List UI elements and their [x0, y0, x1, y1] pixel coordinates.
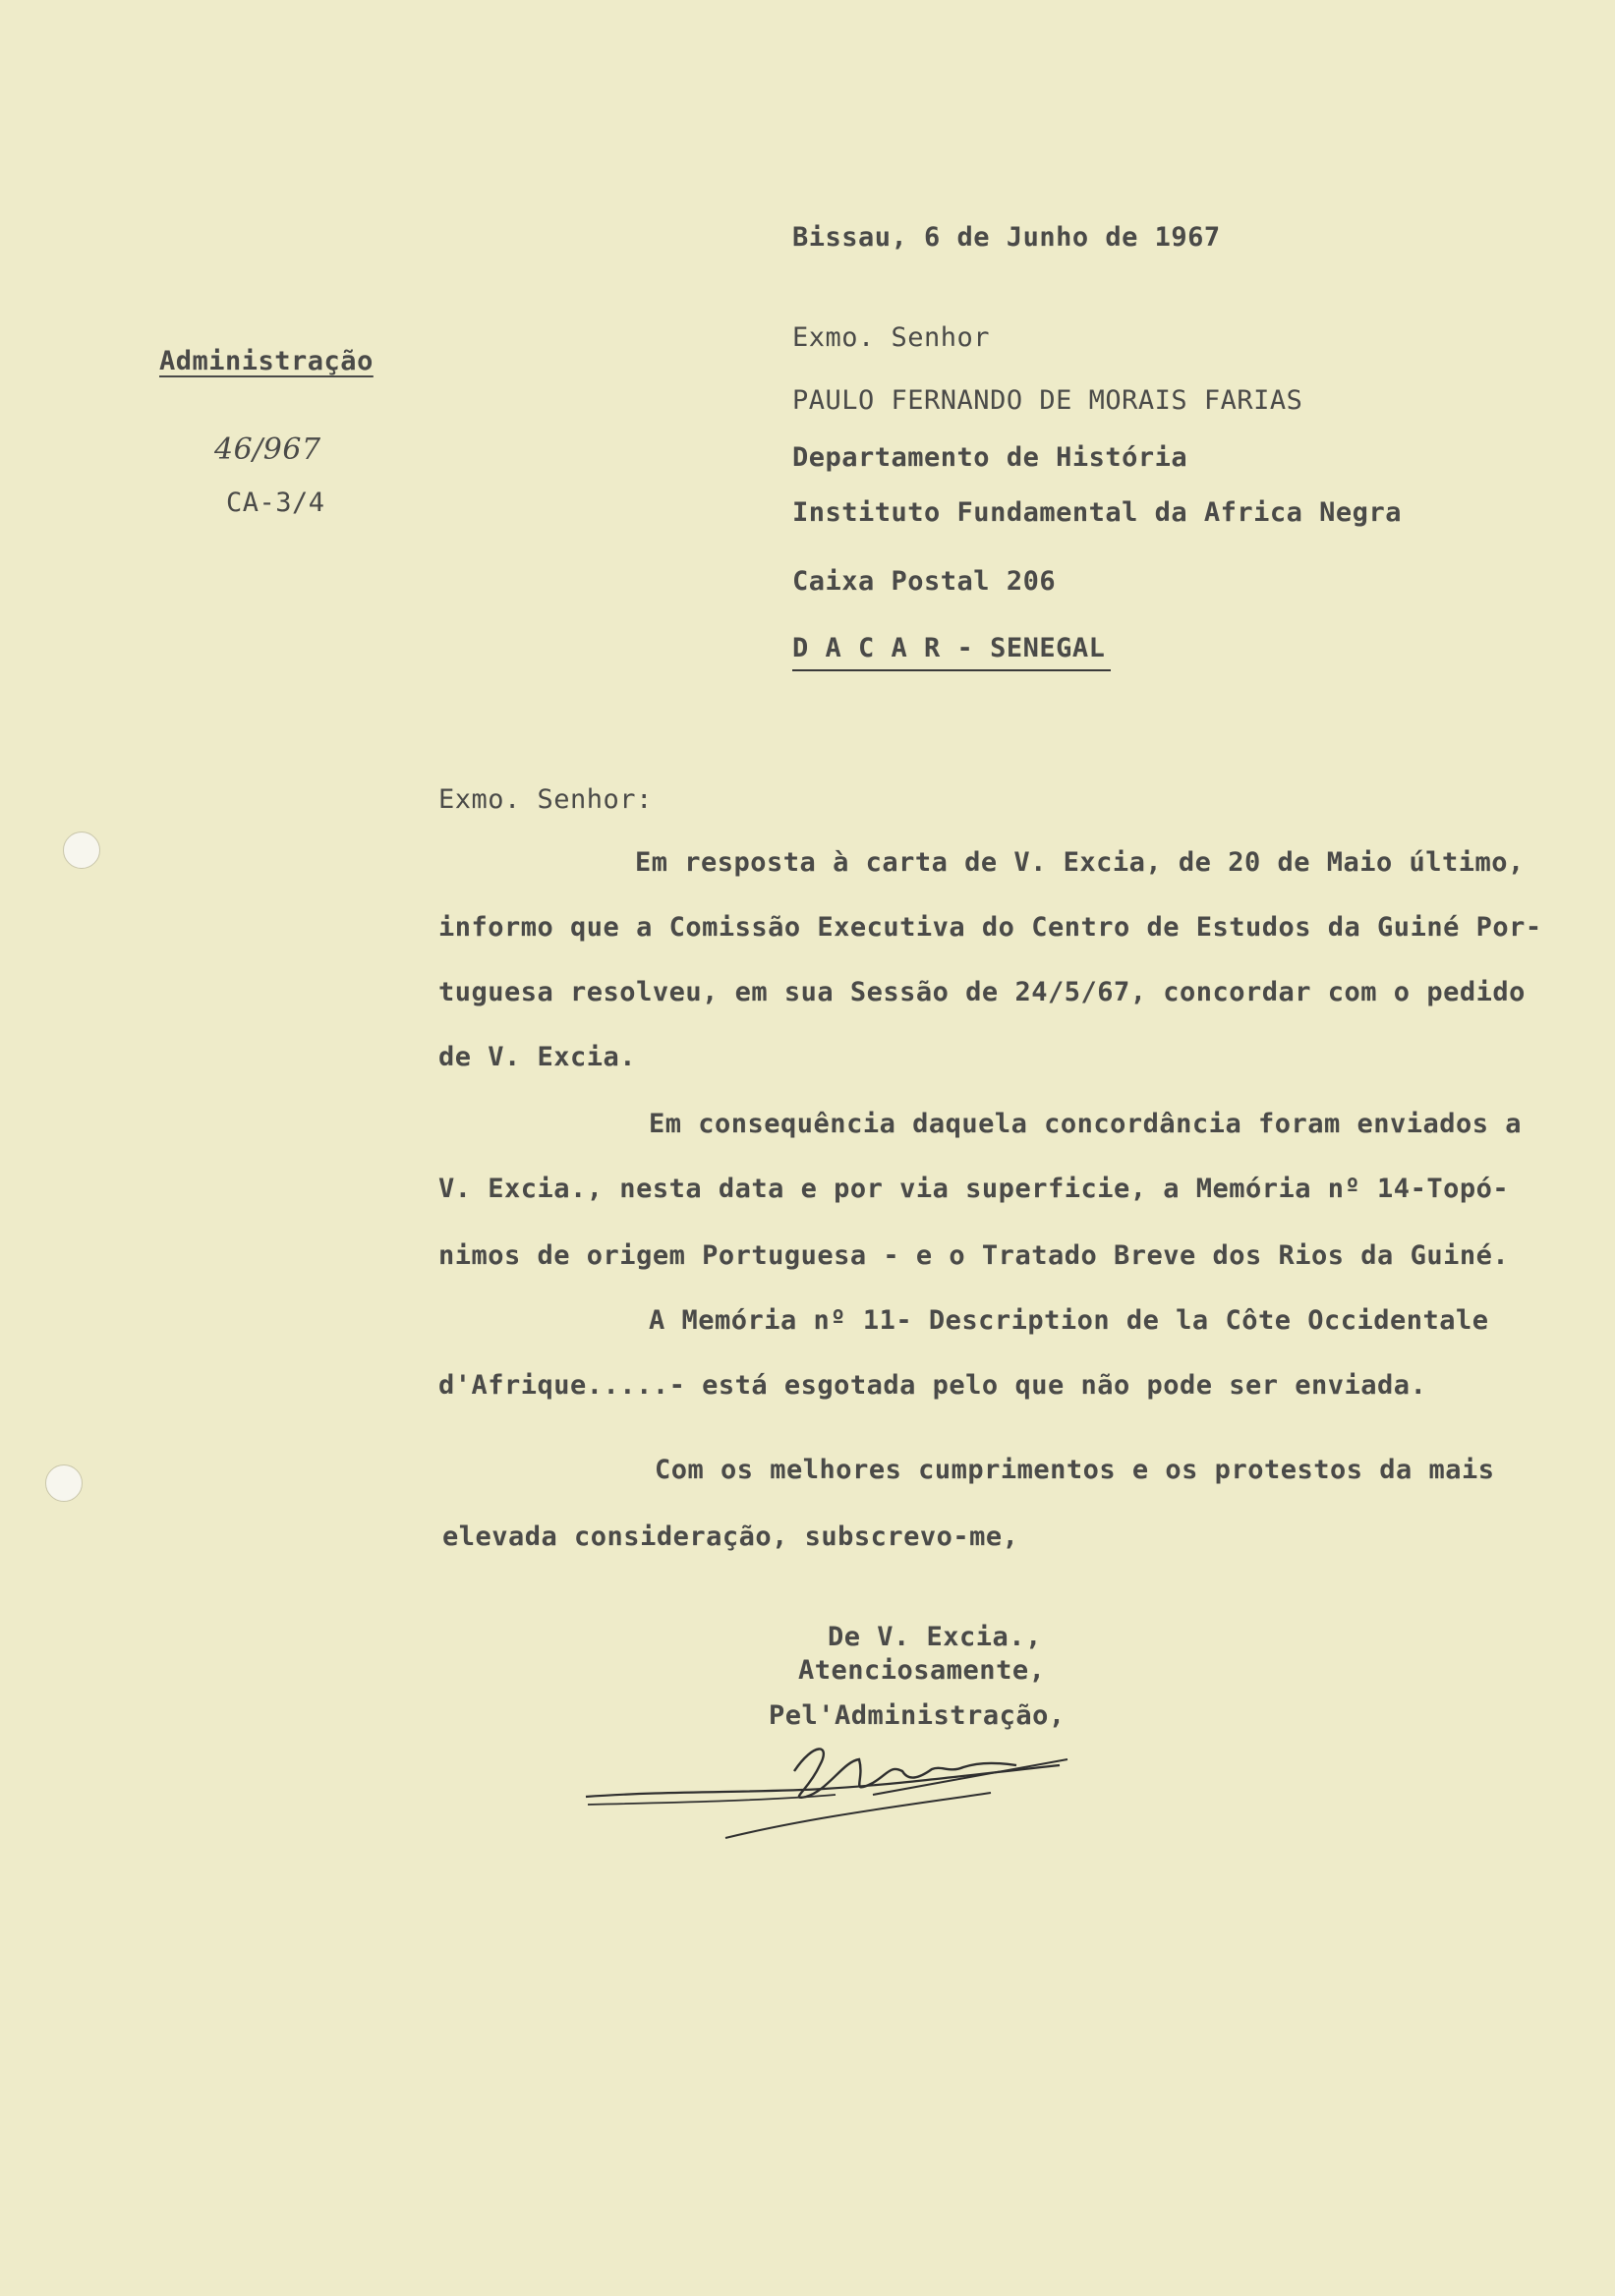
greeting: Exmo. Senhor: [438, 784, 653, 815]
body-line: informo que a Comissão Executiva do Centro de Estudos da Guiné Por- [438, 912, 1542, 943]
closing-line: Atenciosamente, [798, 1655, 1046, 1686]
body-line: Com os melhores cumprimentos e os protestos da mais [655, 1455, 1495, 1485]
recipient-salutation: Exmo. Senhor [792, 322, 991, 353]
body-line: Em consequência daquela concordância foram enviados a [649, 1109, 1523, 1139]
body-line: V. Excia., nesta data e por via superficie, a Memória nº 14-Topó- [438, 1174, 1510, 1204]
body-line: tuguesa resolveu, em sua Sessão de 24/5/67, concordar com o pedido [438, 977, 1526, 1007]
body-line: d'Afrique.....- está esgotada pelo que não pode ser enviada. [438, 1370, 1427, 1401]
place-date: Bissau, 6 de Junho de 1967 [792, 222, 1221, 253]
recipient-institute: Instituto Fundamental da Africa Negra [792, 497, 1402, 528]
punch-hole [63, 832, 100, 869]
body-line: elevada consideração, subscrevo-me, [442, 1521, 1019, 1552]
punch-hole [45, 1464, 83, 1502]
department-label: Administração [159, 346, 374, 376]
body-line: A Memória nº 11- Description de la Côte Occidentale [649, 1305, 1489, 1336]
file-code: CA-3/4 [226, 488, 325, 518]
body-line: nimos de origem Portuguesa - e o Tratado Breve dos Rios da Guiné. [438, 1240, 1510, 1271]
recipient-city: D A C A R - SENEGAL [792, 633, 1111, 671]
recipient-postal-box: Caixa Postal 206 [792, 566, 1057, 597]
body-line: de V. Excia. [438, 1042, 637, 1072]
recipient-department: Departamento de História [792, 442, 1188, 473]
body-line: Em resposta à carta de V. Excia, de 20 de Maio último, [635, 847, 1525, 878]
handwritten-signature [578, 1722, 1069, 1860]
recipient-name: PAULO FERNANDO DE MORAIS FARIAS [792, 385, 1303, 416]
reference-number: 46/967 [214, 432, 321, 467]
closing-line: Pel'Administração, [769, 1700, 1066, 1731]
closing-line: De V. Excia., [828, 1622, 1042, 1652]
